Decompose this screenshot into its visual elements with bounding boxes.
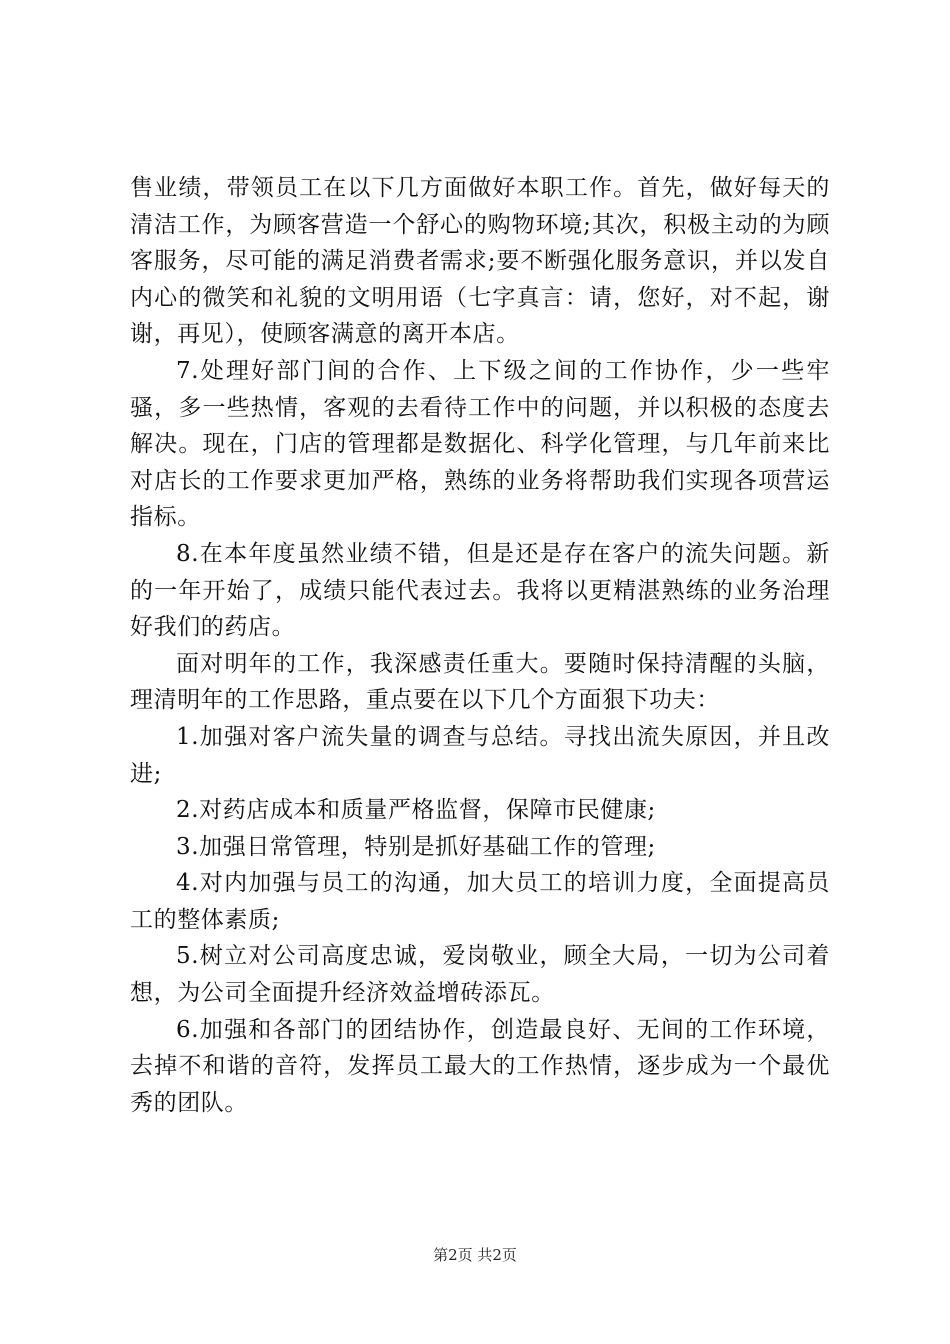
paragraph: 6.加强和各部门的团结协作，创造最良好、无间的工作环境，去掉不和谐的音符，发挥员工最大的工作热情，逐步成为一个最优秀的团队。 (130, 1016, 830, 1116)
paragraph: 1.加强对客户流失量的调查与总结。寻找出流失原因，并且改进; (130, 723, 830, 787)
paragraph: 7.处理好部门间的合作、上下级之间的工作协作，少一些牢骚，多一些热情，客观的去看待工作中的问题，并以积极的态度去解决。现在，门店的管理都是数据化、科学化管理，与几年前来比对店长的工作要求更加严格，熟练的业务将帮助我们实现各项营运指标。 (130, 357, 830, 531)
paragraph: 售业绩，带领员工在以下几方面做好本职工作。首先，做好每天的清洁工作，为顾客营造一个舒心的购物环境;其次，积极主动的为顾客服务，尽可能的满足消费者需求;要不断强化服务意识，并以发自内心的微笑和礼貌的文明用语（七字真言：请，您好，对不起，谢谢，再见），使顾客满意的离开本店。 (130, 175, 830, 348)
page-footer: 第2页 共2页 (433, 1246, 517, 1264)
document-body (130, 170, 830, 1121)
paragraph: 3.加强日常管理，特别是抓好基础工作的管理; (176, 833, 656, 860)
paragraph: 5.树立对公司高度忠诚，爱岗敬业，顾全大局，一切为公司着想，为公司全面提升经济效益增砖添瓦。 (130, 943, 830, 1007)
paragraph: 4.对内加强与员工的沟通，加大员工的培训力度，全面提高员工的整体素质; (130, 870, 830, 933)
paragraph: 2.对药店成本和质量严格监督，保障市民健康; (176, 797, 656, 824)
paragraph: 面对明年的工作，我深感责任重大。要随时保持清醒的头脑，理清明年的工作思路，重点要在以下几个方面狠下功夫： (130, 650, 830, 714)
paragraph: 8.在本年度虽然业绩不错，但是还是存在客户的流失问题。新的一年开始了，成绩只能代表过去。我将以更精湛熟练的业务治理好我们的药店。 (130, 540, 830, 641)
